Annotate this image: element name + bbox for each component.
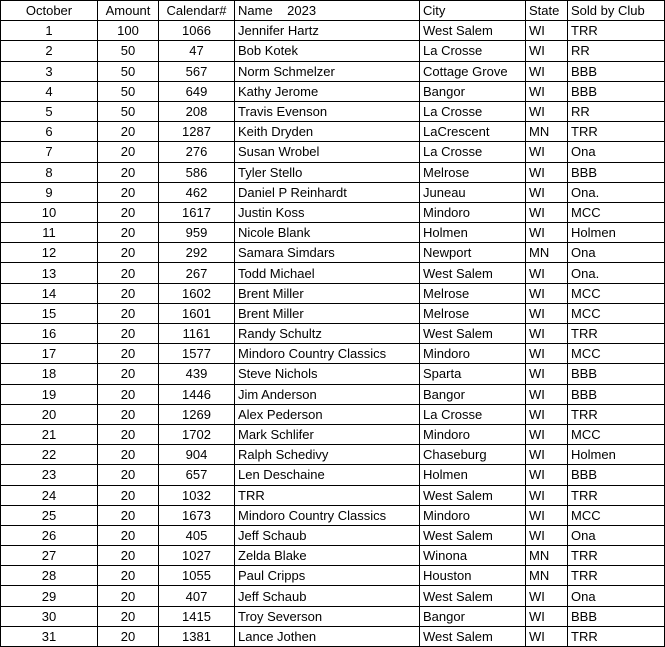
amount-cell: 50 <box>98 41 159 61</box>
day-cell: 5 <box>1 101 98 121</box>
name-cell: Mark Schlifer <box>235 424 420 444</box>
city-cell: La Crosse <box>420 404 526 424</box>
state-cell: WI <box>526 626 568 646</box>
calendar-number-cell: 649 <box>159 81 235 101</box>
table-row <box>1 101 665 121</box>
name-cell: Randy Schultz <box>235 324 420 344</box>
city-cell: Bangor <box>420 606 526 626</box>
table-row <box>1 546 665 566</box>
club-cell: BBB <box>568 384 665 404</box>
city-cell: Cottage Grove <box>420 61 526 81</box>
club-cell: TRR <box>568 122 665 142</box>
club-cell: Holmen <box>568 223 665 243</box>
city-cell: Bangor <box>420 384 526 404</box>
city-cell: Chaseburg <box>420 445 526 465</box>
city-cell: La Crosse <box>420 142 526 162</box>
table-row <box>1 243 665 263</box>
city-cell: Mindoro <box>420 344 526 364</box>
amount-cell: 100 <box>98 21 159 41</box>
header-city: City <box>420 1 526 21</box>
amount-cell: 20 <box>98 424 159 444</box>
amount-cell: 20 <box>98 182 159 202</box>
table-row <box>1 465 665 485</box>
calendar-number-cell: 567 <box>159 61 235 81</box>
table-row <box>1 424 665 444</box>
day-cell: 6 <box>1 122 98 142</box>
table-row <box>1 122 665 142</box>
day-cell: 24 <box>1 485 98 505</box>
state-cell: WI <box>526 142 568 162</box>
day-cell: 31 <box>1 626 98 646</box>
club-cell: Ona <box>568 243 665 263</box>
name-cell: Jeff Schaub <box>235 586 420 606</box>
club-cell: TRR <box>568 485 665 505</box>
city-cell: Holmen <box>420 223 526 243</box>
city-cell: Melrose <box>420 303 526 323</box>
name-cell: Alex Pederson <box>235 404 420 424</box>
table-row <box>1 223 665 243</box>
table-row <box>1 505 665 525</box>
amount-cell: 20 <box>98 566 159 586</box>
day-cell: 18 <box>1 364 98 384</box>
city-cell: Mindoro <box>420 505 526 525</box>
state-cell: WI <box>526 384 568 404</box>
calendar-number-cell: 267 <box>159 263 235 283</box>
state-cell: WI <box>526 283 568 303</box>
state-cell: WI <box>526 485 568 505</box>
city-cell: West Salem <box>420 21 526 41</box>
amount-cell: 20 <box>98 586 159 606</box>
day-cell: 13 <box>1 263 98 283</box>
state-cell: WI <box>526 162 568 182</box>
table-row <box>1 384 665 404</box>
city-cell: Sparta <box>420 364 526 384</box>
amount-cell: 20 <box>98 263 159 283</box>
club-cell: Ona <box>568 142 665 162</box>
table-row <box>1 485 665 505</box>
header-row <box>1 1 665 21</box>
state-cell: WI <box>526 606 568 626</box>
day-cell: 12 <box>1 243 98 263</box>
state-cell: WI <box>526 324 568 344</box>
name-cell: Jim Anderson <box>235 384 420 404</box>
club-cell: TRR <box>568 546 665 566</box>
state-cell: WI <box>526 344 568 364</box>
day-cell: 20 <box>1 404 98 424</box>
city-cell: West Salem <box>420 626 526 646</box>
name-cell: Mindoro Country Classics <box>235 505 420 525</box>
club-cell: BBB <box>568 162 665 182</box>
state-cell: WI <box>526 202 568 222</box>
table-row <box>1 445 665 465</box>
calendar-number-cell: 1415 <box>159 606 235 626</box>
calendar-number-cell: 1577 <box>159 344 235 364</box>
amount-cell: 20 <box>98 303 159 323</box>
name-cell: Lance Jothen <box>235 626 420 646</box>
state-cell: WI <box>526 223 568 243</box>
state-cell: MN <box>526 546 568 566</box>
day-cell: 4 <box>1 81 98 101</box>
table-row <box>1 324 665 344</box>
day-cell: 14 <box>1 283 98 303</box>
calendar-number-cell: 1032 <box>159 485 235 505</box>
header-october: October <box>1 1 98 21</box>
name-cell: Brent Miller <box>235 283 420 303</box>
header-calendar-number: Calendar# <box>159 1 235 21</box>
name-cell: Justin Koss <box>235 202 420 222</box>
state-cell: WI <box>526 424 568 444</box>
day-cell: 9 <box>1 182 98 202</box>
amount-cell: 20 <box>98 122 159 142</box>
name-cell: Paul Cripps <box>235 566 420 586</box>
calendar-number-cell: 586 <box>159 162 235 182</box>
day-cell: 16 <box>1 324 98 344</box>
calendar-number-cell: 407 <box>159 586 235 606</box>
name-cell: Samara Simdars <box>235 243 420 263</box>
calendar-number-cell: 1027 <box>159 546 235 566</box>
club-cell: BBB <box>568 465 665 485</box>
amount-cell: 20 <box>98 485 159 505</box>
club-cell: RR <box>568 101 665 121</box>
name-cell: Jennifer Hartz <box>235 21 420 41</box>
table-row <box>1 283 665 303</box>
calendar-number-cell: 47 <box>159 41 235 61</box>
calendar-number-cell: 208 <box>159 101 235 121</box>
day-cell: 26 <box>1 525 98 545</box>
name-cell: Todd Michael <box>235 263 420 283</box>
name-cell: Steve Nichols <box>235 364 420 384</box>
calendar-number-cell: 1381 <box>159 626 235 646</box>
calendar-number-cell: 1702 <box>159 424 235 444</box>
club-cell: TRR <box>568 404 665 424</box>
amount-cell: 20 <box>98 404 159 424</box>
club-cell: BBB <box>568 606 665 626</box>
state-cell: WI <box>526 364 568 384</box>
name-cell: Tyler Stello <box>235 162 420 182</box>
city-cell: West Salem <box>420 586 526 606</box>
name-cell: Brent Miller <box>235 303 420 323</box>
name-cell: Travis Evenson <box>235 101 420 121</box>
city-cell: Winona <box>420 546 526 566</box>
table-row <box>1 586 665 606</box>
table-row <box>1 344 665 364</box>
state-cell: WI <box>526 61 568 81</box>
state-cell: WI <box>526 263 568 283</box>
state-cell: WI <box>526 41 568 61</box>
table-row <box>1 566 665 586</box>
day-cell: 17 <box>1 344 98 364</box>
day-cell: 15 <box>1 303 98 323</box>
city-cell: LaCrescent <box>420 122 526 142</box>
amount-cell: 20 <box>98 364 159 384</box>
amount-cell: 20 <box>98 324 159 344</box>
city-cell: West Salem <box>420 525 526 545</box>
table-row <box>1 21 665 41</box>
day-cell: 10 <box>1 202 98 222</box>
club-cell: TRR <box>568 566 665 586</box>
amount-cell: 20 <box>98 162 159 182</box>
day-cell: 3 <box>1 61 98 81</box>
amount-cell: 20 <box>98 243 159 263</box>
name-cell: Norm Schmelzer <box>235 61 420 81</box>
calendar-number-cell: 1055 <box>159 566 235 586</box>
day-cell: 27 <box>1 546 98 566</box>
name-cell: Daniel P Reinhardt <box>235 182 420 202</box>
calendar-number-cell: 1161 <box>159 324 235 344</box>
state-cell: WI <box>526 182 568 202</box>
table-row <box>1 525 665 545</box>
calendar-number-cell: 439 <box>159 364 235 384</box>
table-body <box>1 21 665 647</box>
day-cell: 21 <box>1 424 98 444</box>
day-cell: 8 <box>1 162 98 182</box>
calendar-number-cell: 657 <box>159 465 235 485</box>
city-cell: Mindoro <box>420 202 526 222</box>
city-cell: Juneau <box>420 182 526 202</box>
state-cell: MN <box>526 243 568 263</box>
table-row <box>1 404 665 424</box>
table-row <box>1 142 665 162</box>
calendar-number-cell: 1066 <box>159 21 235 41</box>
day-cell: 25 <box>1 505 98 525</box>
calendar-number-cell: 1269 <box>159 404 235 424</box>
table-row <box>1 364 665 384</box>
club-cell: TRR <box>568 324 665 344</box>
amount-cell: 20 <box>98 505 159 525</box>
amount-cell: 20 <box>98 626 159 646</box>
name-cell: Mindoro Country Classics <box>235 344 420 364</box>
city-cell: La Crosse <box>420 101 526 121</box>
club-cell: MCC <box>568 344 665 364</box>
day-cell: 28 <box>1 566 98 586</box>
amount-cell: 20 <box>98 142 159 162</box>
city-cell: La Crosse <box>420 41 526 61</box>
amount-cell: 20 <box>98 465 159 485</box>
club-cell: BBB <box>568 81 665 101</box>
amount-cell: 20 <box>98 384 159 404</box>
day-cell: 22 <box>1 445 98 465</box>
calendar-number-cell: 1446 <box>159 384 235 404</box>
club-cell: TRR <box>568 626 665 646</box>
calendar-number-cell: 1602 <box>159 283 235 303</box>
state-cell: WI <box>526 101 568 121</box>
city-cell: Bangor <box>420 81 526 101</box>
name-cell: Nicole Blank <box>235 223 420 243</box>
state-cell: MN <box>526 122 568 142</box>
club-cell: MCC <box>568 283 665 303</box>
amount-cell: 20 <box>98 223 159 243</box>
amount-cell: 20 <box>98 606 159 626</box>
club-cell: MCC <box>568 202 665 222</box>
name-cell: Keith Dryden <box>235 122 420 142</box>
city-cell: West Salem <box>420 263 526 283</box>
table-row <box>1 626 665 646</box>
club-cell: TRR <box>568 21 665 41</box>
calendar-number-cell: 292 <box>159 243 235 263</box>
calendar-number-cell: 1673 <box>159 505 235 525</box>
name-cell: Kathy Jerome <box>235 81 420 101</box>
table-row <box>1 81 665 101</box>
table-row <box>1 182 665 202</box>
calendar-number-cell: 462 <box>159 182 235 202</box>
header-name: Name 2023 <box>235 1 420 21</box>
state-cell: WI <box>526 404 568 424</box>
city-cell: Melrose <box>420 162 526 182</box>
city-cell: Holmen <box>420 465 526 485</box>
club-cell: Ona <box>568 525 665 545</box>
table-row <box>1 41 665 61</box>
amount-cell: 50 <box>98 61 159 81</box>
club-cell: Ona. <box>568 182 665 202</box>
name-cell: Ralph Schedivy <box>235 445 420 465</box>
amount-cell: 50 <box>98 101 159 121</box>
header-state: State <box>526 1 568 21</box>
club-cell: BBB <box>568 61 665 81</box>
amount-cell: 20 <box>98 202 159 222</box>
state-cell: WI <box>526 445 568 465</box>
table-row <box>1 303 665 323</box>
state-cell: WI <box>526 303 568 323</box>
city-cell: Houston <box>420 566 526 586</box>
calendar-number-cell: 405 <box>159 525 235 545</box>
name-cell: Zelda Blake <box>235 546 420 566</box>
amount-cell: 20 <box>98 546 159 566</box>
table-row <box>1 61 665 81</box>
club-cell: MCC <box>568 303 665 323</box>
day-cell: 29 <box>1 586 98 606</box>
club-cell: Holmen <box>568 445 665 465</box>
table-row <box>1 606 665 626</box>
state-cell: WI <box>526 21 568 41</box>
day-cell: 30 <box>1 606 98 626</box>
club-cell: MCC <box>568 505 665 525</box>
calendar-number-cell: 1617 <box>159 202 235 222</box>
day-cell: 1 <box>1 21 98 41</box>
club-cell: MCC <box>568 424 665 444</box>
calendar-number-cell: 1601 <box>159 303 235 323</box>
name-cell: Jeff Schaub <box>235 525 420 545</box>
amount-cell: 20 <box>98 525 159 545</box>
table-row <box>1 162 665 182</box>
city-cell: West Salem <box>420 485 526 505</box>
amount-cell: 20 <box>98 344 159 364</box>
name-cell: Troy Severson <box>235 606 420 626</box>
amount-cell: 50 <box>98 81 159 101</box>
name-cell: Susan Wrobel <box>235 142 420 162</box>
club-cell: Ona <box>568 586 665 606</box>
city-cell: West Salem <box>420 324 526 344</box>
amount-cell: 20 <box>98 283 159 303</box>
calendar-number-cell: 276 <box>159 142 235 162</box>
calendar-number-cell: 904 <box>159 445 235 465</box>
club-cell: Ona. <box>568 263 665 283</box>
day-cell: 19 <box>1 384 98 404</box>
city-cell: Melrose <box>420 283 526 303</box>
header-sold-by-club: Sold by Club <box>568 1 665 21</box>
table-row <box>1 202 665 222</box>
calendar-number-cell: 959 <box>159 223 235 243</box>
day-cell: 11 <box>1 223 98 243</box>
state-cell: MN <box>526 566 568 586</box>
city-cell: Newport <box>420 243 526 263</box>
name-cell: TRR <box>235 485 420 505</box>
state-cell: WI <box>526 525 568 545</box>
day-cell: 2 <box>1 41 98 61</box>
state-cell: WI <box>526 465 568 485</box>
calendar-number-cell: 1287 <box>159 122 235 142</box>
day-cell: 23 <box>1 465 98 485</box>
name-cell: Bob Kotek <box>235 41 420 61</box>
state-cell: WI <box>526 81 568 101</box>
city-cell: Mindoro <box>420 424 526 444</box>
table-row <box>1 263 665 283</box>
amount-cell: 20 <box>98 445 159 465</box>
state-cell: WI <box>526 505 568 525</box>
state-cell: WI <box>526 586 568 606</box>
day-cell: 7 <box>1 142 98 162</box>
name-cell: Len Deschaine <box>235 465 420 485</box>
club-cell: BBB <box>568 364 665 384</box>
club-cell: RR <box>568 41 665 61</box>
header-amount: Amount <box>98 1 159 21</box>
